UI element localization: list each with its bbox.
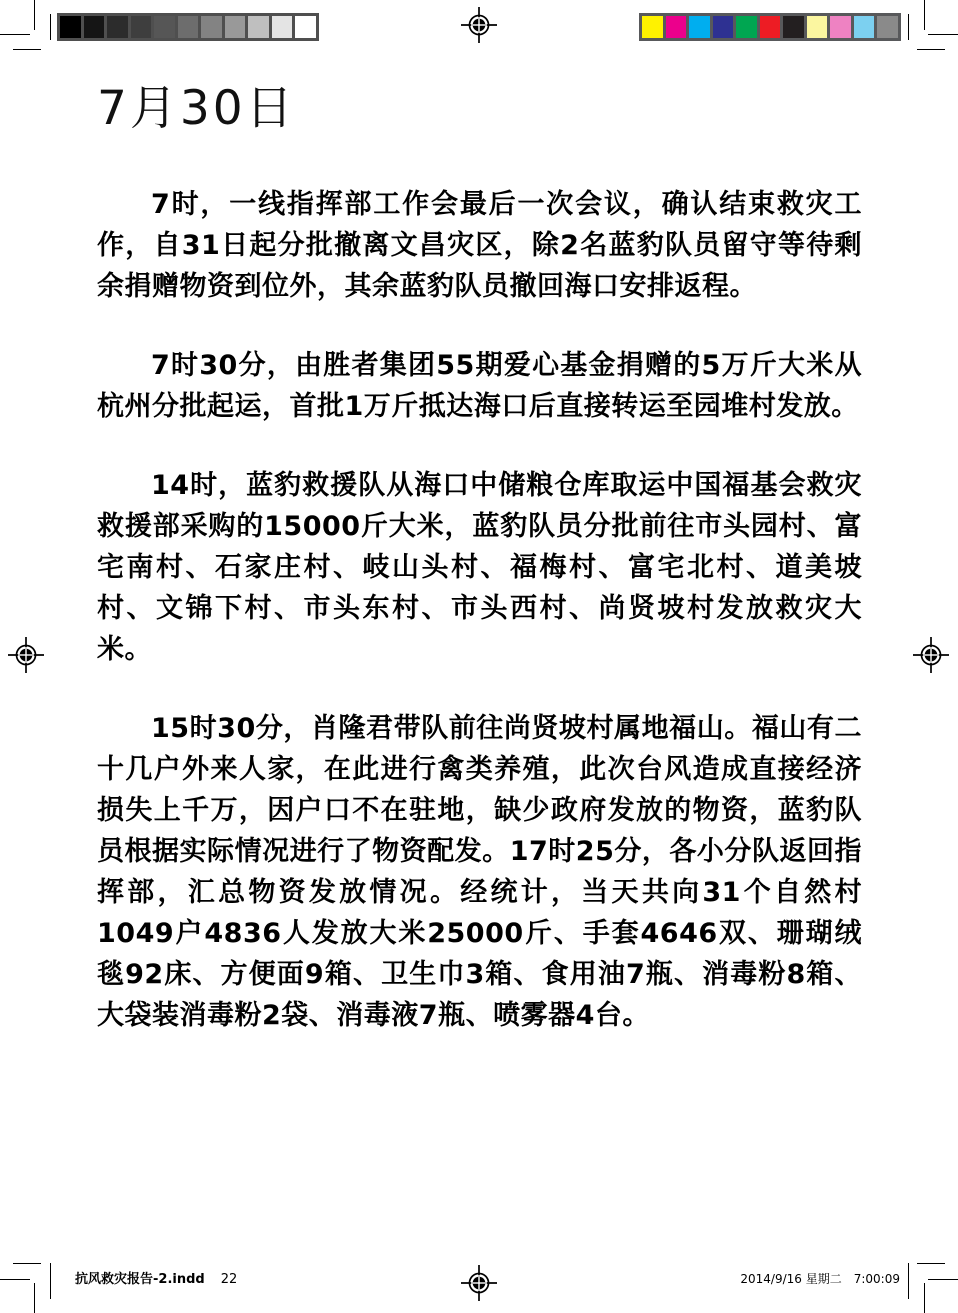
color-swatch (131, 16, 152, 38)
crop-mark (928, 1279, 958, 1280)
crop-mark (0, 34, 30, 35)
crop-mark (13, 49, 41, 50)
footer-page-number: 22 (220, 1272, 238, 1287)
footer-filename: 抗风救灾报告-2.indd (75, 1272, 205, 1287)
crop-mark (908, 1263, 909, 1299)
footer-slug (75, 1268, 237, 1287)
crop-mark (924, 0, 925, 30)
registration-mark-right-icon (911, 635, 951, 675)
crop-mark (50, 14, 51, 40)
color-swatch (154, 16, 175, 38)
paragraph: 15时30分，肖隆君带队前往尚贤坡村属地福山。福山有二十几户外来人家，在此进行禽类养殖，此次台风造成直接经济损失上千万，因户口不在驻地，缺少政府发放的物资，蓝豹队员根据实际情况进行了物资配发。17时25分，各小分队返回指挥部，汇总物资发放情况。经统计，当天共向31个自然村1049户4836人发放大米25000斤、手套4646双、珊瑚绒毯92床、方便面9箱、卫生巾3箱、食用油7瓶、消毒粉8箱、大袋装消毒粉2袋、消毒液7瓶、喷雾器4台。 (97, 713, 862, 1031)
crop-mark (34, 1283, 35, 1313)
color-swatch (854, 16, 875, 38)
color-calibration-bar (639, 13, 901, 41)
crop-mark (928, 34, 958, 35)
paragraph: 7时30分，由胜者集团55期爱心基金捐赠的5万斤大米从杭州分批起运，首批1万斤抵达海口后直接转运至园堆村发放。 (97, 350, 863, 422)
footer-time: 7:00:09 (853, 1272, 900, 1286)
color-swatch (272, 16, 293, 38)
color-swatch (84, 16, 105, 38)
registration-mark-left-icon (6, 635, 46, 675)
color-swatch (877, 16, 898, 38)
crop-mark (908, 14, 909, 40)
grayscale-calibration-bar (57, 13, 319, 41)
color-swatch (713, 16, 734, 38)
page-body (97, 81, 863, 1074)
color-swatch (736, 16, 757, 38)
footer-date: 2014/9/16 星期二 (740, 1272, 842, 1286)
page-title: 7月30日 (97, 81, 296, 136)
crop-mark (13, 1263, 41, 1264)
paragraph: 7时，一线指挥部工作会最后一次会议，确认结束救灾工作，自31日起分批撤离文昌灾区，除2名蓝豹队员留守等待剩余捐赠物资到位外，其余蓝豹队员撤回海口安排返程。 (97, 189, 862, 302)
color-swatch (783, 16, 804, 38)
crop-mark (0, 1279, 30, 1280)
color-swatch (807, 16, 828, 38)
crop-mark (917, 1263, 945, 1264)
color-swatch (107, 16, 128, 38)
color-swatch (225, 16, 246, 38)
color-swatch (830, 16, 851, 38)
color-swatch (642, 16, 663, 38)
crop-mark (924, 1283, 925, 1313)
footer-timestamp (740, 1270, 900, 1287)
color-swatch (60, 16, 81, 38)
color-swatch (201, 16, 222, 38)
crop-mark (917, 49, 945, 50)
crop-mark (34, 0, 35, 30)
color-swatch (666, 16, 687, 38)
registration-mark-bottom-icon (459, 1263, 499, 1303)
color-swatch (689, 16, 710, 38)
paragraph: 14时，蓝豹救援队从海口中储粮仓库取运中国福基会救灾救援部采购的15000斤大米，蓝豹队员分批前往市头园村、富宅南村、石家庄村、岐山头村、福梅村、富宅北村、道美坡村、文锦下村、市头东村、市头西村、尚贤坡村发放救灾大米。 (97, 470, 862, 665)
registration-mark-top-icon (459, 5, 499, 45)
color-swatch (295, 16, 316, 38)
color-swatch (178, 16, 199, 38)
color-swatch (760, 16, 781, 38)
color-swatch (248, 16, 269, 38)
crop-mark (50, 1263, 51, 1299)
